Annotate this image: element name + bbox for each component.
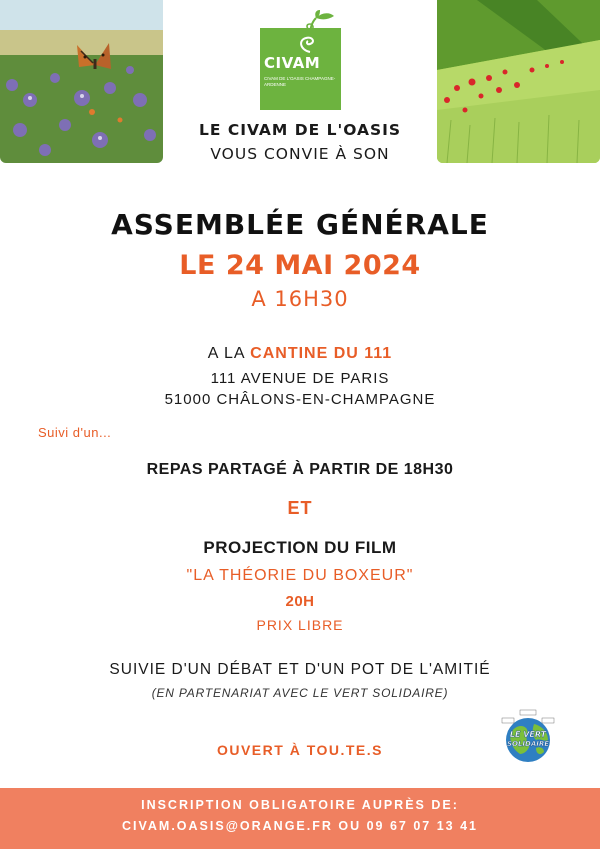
shared-meal: REPAS PARTAGÉ À PARTIR DE 18H30 <box>146 461 454 478</box>
price: PRIX LIBRE <box>256 617 344 633</box>
svg-text:LE VERT: LE VERT <box>509 730 547 739</box>
event-time: A 16H30 <box>251 287 349 311</box>
event-date: LE 24 MAI 2024 <box>179 250 421 281</box>
registration-label: INSCRIPTION OBLIGATOIRE AUPRÈS DE: <box>141 798 459 812</box>
civam-logo <box>260 10 341 110</box>
svg-text:SOLIDAIRE: SOLIDAIRE <box>506 740 550 748</box>
le-vert-solidaire-logo <box>496 704 560 768</box>
film-projection: PROJECTION DU FILM <box>203 538 397 557</box>
event-title: ASSEMBLÉE GÉNÉRALE <box>111 208 489 241</box>
poppy-field-photo <box>437 0 600 163</box>
film-time: 20H <box>285 593 315 610</box>
film-title: "LA THÉORIE DU BOXEUR" <box>186 567 414 584</box>
and-separator: ET <box>287 498 313 518</box>
logo-subtitle: CIVAM DE L'OASIS CHAMPAGNE-ARDENNE <box>264 76 336 87</box>
program-intro: Suivi d'un... <box>38 425 112 440</box>
registration-footer <box>0 788 600 849</box>
spiral-icon <box>290 28 330 54</box>
venue-name: CANTINE DU 111 <box>250 345 393 362</box>
open-to-all: OUVERT À TOU.TE.S <box>216 742 384 758</box>
venue-prefix: A LA <box>207 345 251 362</box>
logo-name: CIVAM <box>264 54 321 72</box>
butterfly-field-photo <box>0 0 163 163</box>
venue-city: 51000 CHÂLONS-EN-CHAMPAGNE <box>164 391 436 408</box>
host-line: LE CIVAM DE L'OASIS <box>198 121 402 139</box>
invite-line: VOUS CONVIE À SON <box>210 145 390 163</box>
registration-contact[interactable]: CIVAM.OASIS@ORANGE.FR OU 09 67 07 13 41 <box>121 819 478 833</box>
partnership-line: (EN PARTENARIAT AVEC LE VERT SOLIDAIRE) <box>151 686 449 700</box>
venue-line <box>0 345 600 363</box>
venue-street: 111 AVENUE DE PARIS <box>210 370 390 387</box>
debate-line: SUIVIE D'UN DÉBAT ET D'UN POT DE L'AMITIÉ <box>109 661 491 678</box>
